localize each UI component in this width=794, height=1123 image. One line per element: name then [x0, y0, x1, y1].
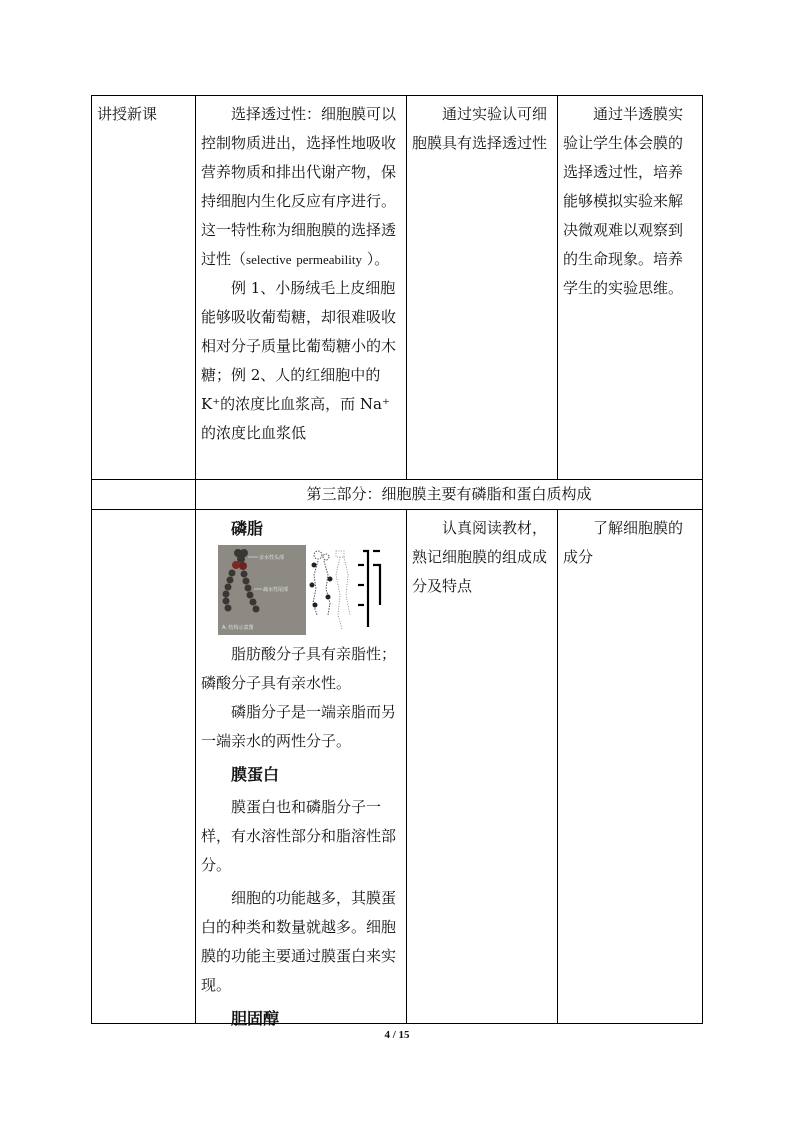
col-divider-3 — [557, 95, 558, 479]
design-intent-row3: 了解细胞膜的成分 — [563, 519, 684, 566]
col-divider-2b — [406, 509, 407, 1024]
example-text: 例 1、小肠绒毛上皮细胞能够吸收葡萄糖，却很难吸收相对分子质量比葡萄糖小的木糖；例 2、人的红细胞中的 K⁺的浓度比血浆高，而 Na⁺的浓度比血浆低 — [201, 279, 397, 442]
heading-cholesterol: 胆固醇 — [231, 1009, 280, 1028]
col-divider-1 — [195, 95, 196, 1024]
heading-phospholipid: 磷脂 — [231, 519, 264, 538]
row-divider-2 — [91, 509, 703, 510]
content-cell-row1 — [201, 100, 401, 448]
selective-permeability-text: 选择透过性：细胞膜可以控制物质进出，选择性地吸收营养物质和排出代谢产物，保持细胞内生化反应有序进行。这一特性称为细胞膜的选择透过性（selective permeability ）。 — [201, 105, 397, 268]
col-divider-2 — [406, 95, 407, 479]
phospholipid-text-2: 磷脂分子是一端亲脂而另一端亲水的两性分子。 — [201, 703, 397, 750]
page-number: 4 / 15 — [384, 1029, 410, 1041]
phospholipid-text-1: 脂肪酸分子具有亲脂性；磷酸分子具有亲水性。 — [201, 645, 397, 692]
protein-text-1: 膜蛋白也和磷脂分子一样，有水溶性部分和脂溶性部分。 — [201, 798, 397, 874]
col-divider-3b — [557, 509, 558, 1024]
figure-label-hydrophilic: 亲水性头部 — [259, 555, 285, 561]
protein-text-2: 细胞的功能越多，其膜蛋白的种类和数量就越多。细胞膜的功能主要通过膜蛋白来实现。 — [201, 889, 397, 994]
table-border-left — [91, 95, 92, 1024]
table-border-top — [91, 95, 703, 96]
figure-label-hydrophobic: 疏水性尾部 — [263, 587, 289, 593]
student-activity-row3: 认真阅读教材，熟记细胞膜的组成成分及特点 — [412, 519, 548, 595]
table-border-right — [702, 95, 703, 1024]
section-title-row2: 第三部分：细胞膜主要有磷脂和蛋白质构成 — [306, 485, 592, 503]
figure-caption: A. 结构示意图 — [222, 625, 254, 631]
student-activity-row1: 通过实验认可细胞膜具有选择透过性 — [412, 105, 548, 152]
heading-membrane-protein: 膜蛋白 — [231, 765, 280, 784]
section-label: 讲授新课 — [97, 105, 158, 123]
phospholipid-figure — [218, 545, 388, 635]
design-intent-row1: 通过半透膜实验让学生体会膜的选择透过性，培养能够模拟实验来解决微观难以观察到的生命现象。培养学生的实验思维。 — [563, 105, 684, 297]
